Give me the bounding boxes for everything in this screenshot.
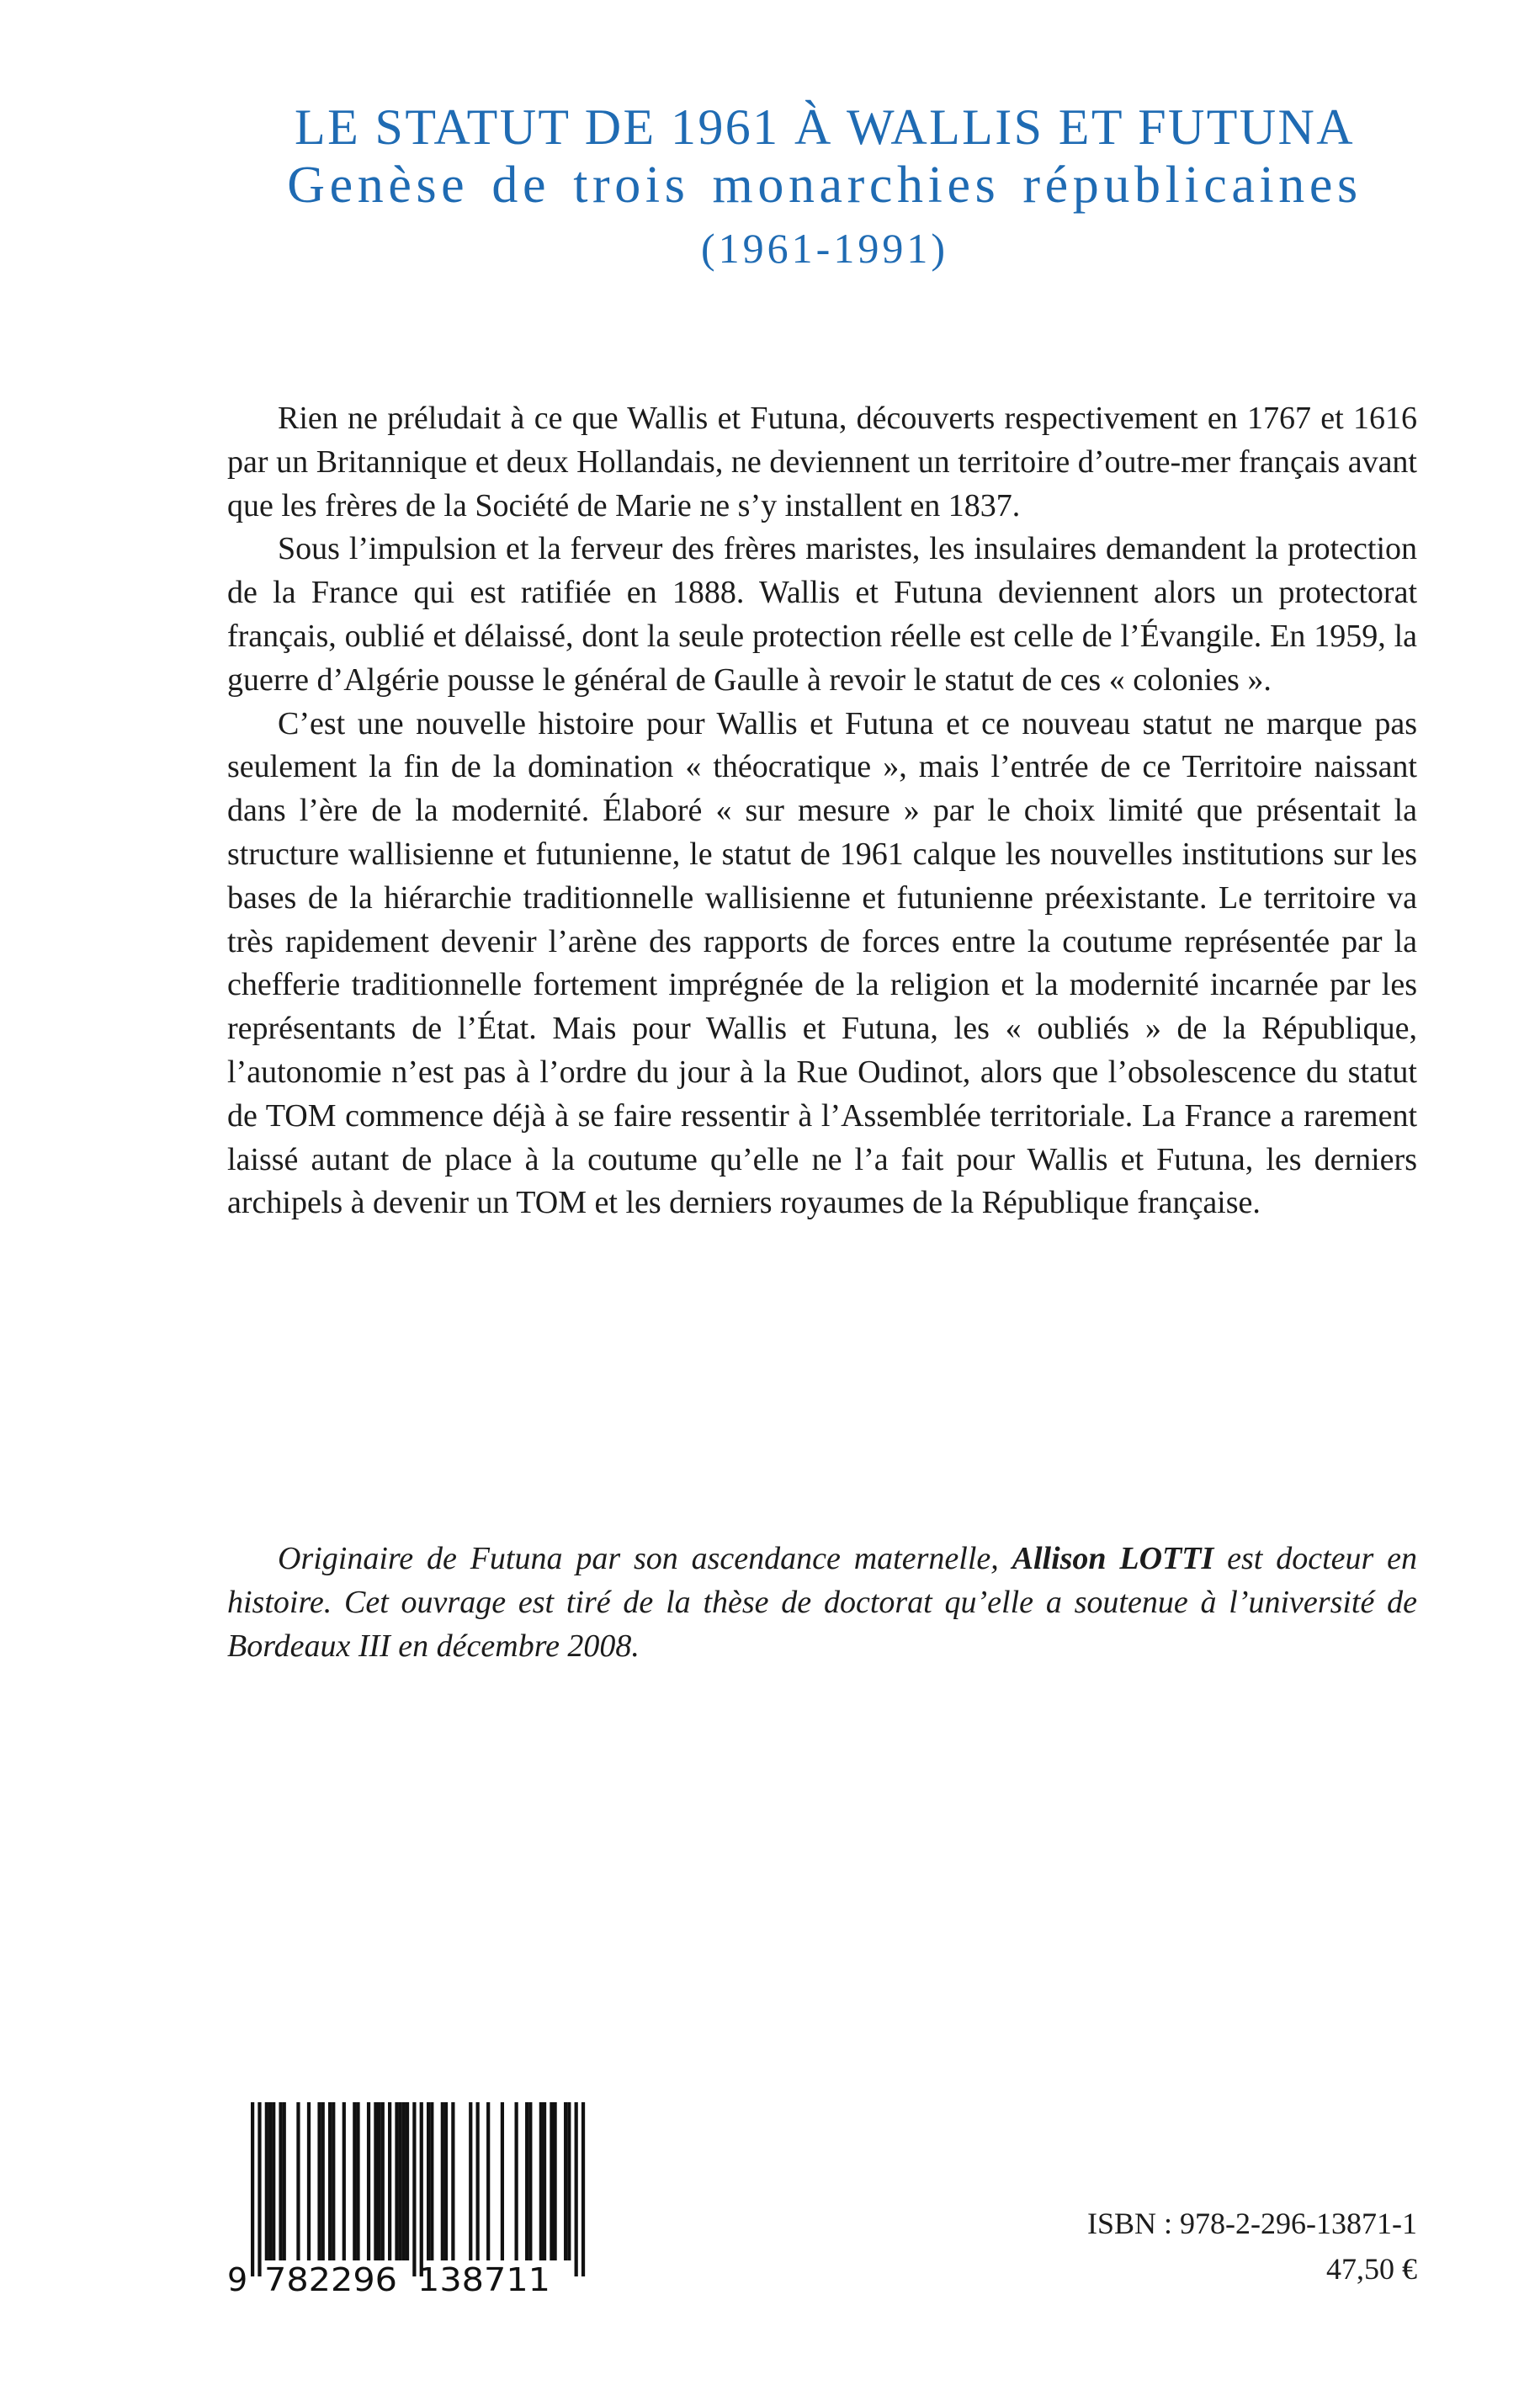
book-title: LE STATUT DE 1961 À WALLIS ET FUTUNA xyxy=(295,99,1355,155)
book-subtitle: Genèse de trois monarchies républicaines xyxy=(287,157,1362,214)
title-block xyxy=(194,99,1456,274)
author-name: Allison LOTTI xyxy=(1012,1541,1214,1576)
price-label: 47,50 € xyxy=(1326,2252,1417,2286)
blurb-paragraph: Sous l’impulsion et la ferveur des frères maristes, les insulaires demandent la protection de la France qui est ratifiée en 1888. Wallis et Futuna deviennent alors un protectorat français, oublié et délaissé, dont la seule protection réelle est celle de l’Évangile. En 1959, la guerre d’Algérie pousse le général de Gaulle à revoir le statut de ces « colonies ». xyxy=(227,531,1417,698)
author-bio-paragraph xyxy=(227,1537,1417,1668)
barcode-left-digits: 782296 xyxy=(264,2261,397,2296)
barcode-first-digit: 9 xyxy=(227,2261,248,2296)
bio-text-before: Originaire de Futuna par son ascendance maternelle, xyxy=(278,1541,1012,1576)
blurb-paragraph: C’est une nouvelle histoire pour Wallis et Futuna et ce nouveau statut ne marque pas seulement la fin de la domination « théocratique », mais l’entrée de ce Territoire naissant dans l’ère de la modernité. Élaboré « sur mesure » par le choix limité que présentait la structure wallisienne et futunienne, le statut de 1961 calque les nouvelles institutions sur les bases de la hiérarchie traditionnelle wallisienne et futunienne préexistante. Le territoire va très rapidement devenir l’arène des rapports de forces entre la coutume représentée par la chefferie traditionnelle fortement imprégnée de la religion et la modernité incarnée par les représentants de l’État. Mais pour Wallis et Futuna, les « oubliés » de la République, l’autonomie n’est pas à l’ordre du jour à la Rue Oudinot, alors que l’obsolescence du statut de TOM commence déjà à se faire ressentir à l’Assemblée territoriale. La France a rarement laissé autant de place à la coutume qu’elle ne l’a fait pour Wallis et Futuna, les derniers archipels à devenir un TOM et les derniers royaumes de la République française. xyxy=(227,705,1417,1221)
bio-text-after: est docteur en histoire. Cet ouvrage est tiré de la thèse de doctorat qu’elle a soutenue à l’université de Bordeaux III en décembre 2008. xyxy=(227,1541,1418,1664)
blurb-paragraph: Rien ne préludait à ce que Wallis et Futuna, découverts respectivement en 1767 et 1616 par un Britannique et deux Hollandais, ne deviennent un territoire d’outre-mer français avant que les frères de la Société de Marie ne s’y installent en 1837. xyxy=(227,401,1417,523)
author-bio xyxy=(227,1537,1417,1668)
isbn-label: ISBN : 978-2-296-13871-1 xyxy=(1087,2207,1417,2240)
ean13-barcode-icon xyxy=(224,2102,594,2296)
book-period: (1961-1991) xyxy=(701,225,948,272)
blurb xyxy=(227,397,1417,1225)
barcode-right-digits: 138711 xyxy=(417,2261,550,2296)
